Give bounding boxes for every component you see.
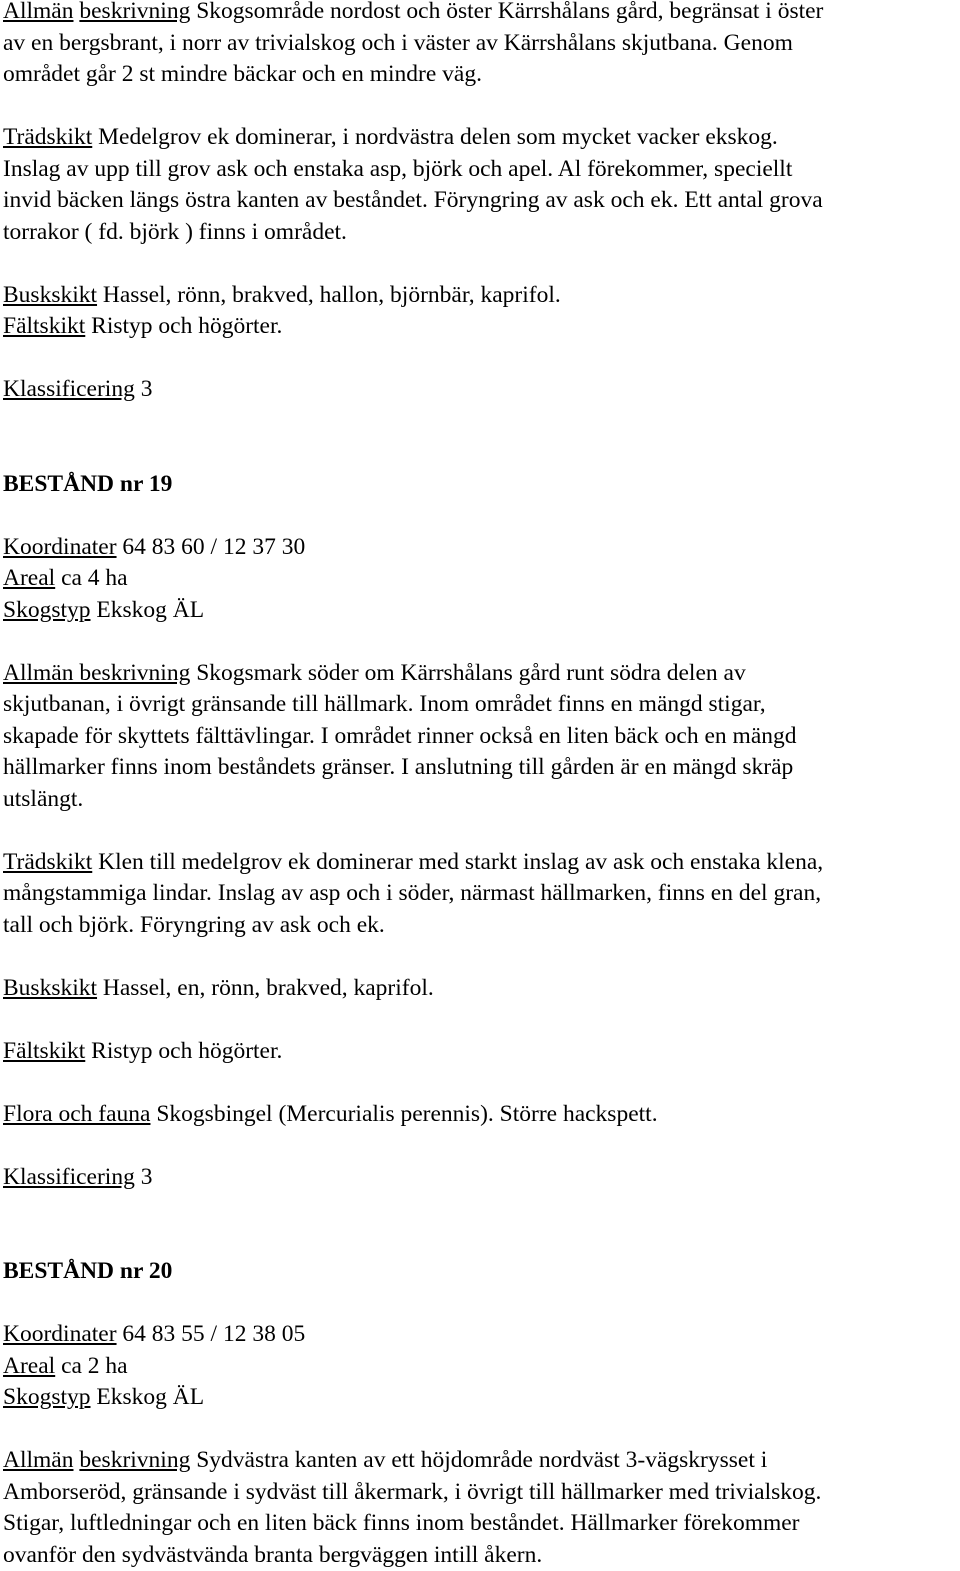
- text-line: mångstammiga lindar. Inslag av asp och i söder, närmast hällmarken, finns en del gran,: [3, 878, 959, 910]
- text-line: [3, 122, 959, 154]
- field-label: Trädskikt: [3, 124, 92, 150]
- text-line: [3, 847, 959, 879]
- field-text: Hassel, rönn, brakved, hallon, björnbär, kaprifol.: [97, 282, 561, 308]
- field-text: Ristyp och högörter.: [85, 1038, 282, 1064]
- text-line: hällmarker finns inom beståndets gränser. I anslutning till gården är en mängd skräp: [3, 752, 959, 784]
- text-line: [3, 532, 959, 564]
- field-label: Allmän: [3, 0, 74, 24]
- field-label: Areal: [3, 1353, 55, 1379]
- field-label: Buskskikt: [3, 975, 97, 1001]
- text-line: skapade för skyttets fälttävlingar. I området rinner också en liten bäck och en mängd: [3, 721, 959, 753]
- field-label: Trädskikt: [3, 849, 92, 875]
- field-text: Klen till medelgrov ek dominerar med starkt inslag av ask och enstaka klena,: [92, 849, 823, 875]
- field-label: Skogstyp: [3, 597, 91, 623]
- text-line: [3, 595, 959, 627]
- text-line: invid bäcken längs östra kanten av beståndet. Föryngring av ask och ek. Ett antal grova: [3, 185, 959, 217]
- field-label: Buskskikt: [3, 282, 97, 308]
- text-line: [3, 1445, 959, 1477]
- text-line: [3, 1036, 959, 1068]
- text-line: av en bergsbrant, i norr av trivialskog och i väster av Kärrshålans skjutbana. Genom: [3, 28, 959, 60]
- field-text: ca 4 ha: [55, 565, 127, 591]
- text-line: skjutbanan, i övrigt gränsande till hällmark. Inom området finns en mängd stigar,: [3, 689, 959, 721]
- field-label: beskrivning: [79, 1447, 190, 1473]
- field-label: Fältskikt: [3, 1038, 85, 1064]
- field-label: Allmän: [3, 1447, 74, 1473]
- field-text: ca 2 ha: [55, 1353, 127, 1379]
- text-line: torrakor ( fd. björk ) finns i området.: [3, 217, 959, 249]
- field-text: 64 83 55 / 12 38 05: [117, 1321, 306, 1347]
- text-line: [3, 1162, 959, 1194]
- section-heading: BESTÅND nr 20: [3, 1256, 959, 1288]
- text-line: Amborseröd, gränsande i sydväst till åkermark, i övrigt till hällmarker med trivialskog.: [3, 1477, 959, 1509]
- field-text: Ekskog ÄL: [91, 1384, 205, 1410]
- field-text: Skogsmark söder om Kärrshålans gård runt södra delen av: [190, 660, 745, 686]
- text-line: Stigar, luftledningar och en liten bäck finns inom beståndet. Hällmarker förekommer: [3, 1508, 959, 1540]
- text-line: [3, 973, 959, 1005]
- field-text: Medelgrov ek dominerar, i nordvästra delen som mycket vacker ekskog.: [92, 124, 778, 150]
- field-text: 3: [135, 376, 153, 402]
- field-label: Areal: [3, 565, 55, 591]
- field-label: beskrivning: [79, 0, 190, 24]
- field-label: Klassificering: [3, 376, 135, 402]
- field-text: Sydvästra kanten av ett höjdområde nordväst 3-vägskrysset i: [190, 1447, 767, 1473]
- field-label: Allmän beskrivning: [3, 660, 190, 686]
- section-heading: BESTÅND nr 19: [3, 469, 959, 501]
- text-line: [3, 280, 959, 312]
- field-text: 64 83 60 / 12 37 30: [117, 534, 306, 560]
- field-label: Klassificering: [3, 1164, 135, 1190]
- text-line: [3, 1099, 959, 1131]
- field-label: Fältskikt: [3, 313, 85, 339]
- field-text: Skogsområde nordost och öster Kärrshålans gård, begränsat i öster: [190, 0, 823, 24]
- text-line: området går 2 st mindre bäckar och en mindre väg.: [3, 59, 959, 91]
- field-label: Koordinater: [3, 534, 117, 560]
- text-line: Inslag av upp till grov ask och enstaka asp, björk och apel. Al förekommer, speciellt: [3, 154, 959, 186]
- document-page: [3, 0, 959, 1571]
- stand-18-description: [3, 0, 959, 406]
- text-line: [3, 1351, 959, 1383]
- field-text: Ristyp och högörter.: [85, 313, 282, 339]
- text-line: [3, 374, 959, 406]
- field-label: Koordinater: [3, 1321, 117, 1347]
- text-line: [3, 311, 959, 343]
- field-label: Skogstyp: [3, 1384, 91, 1410]
- text-line: [3, 563, 959, 595]
- field-label: Flora och fauna: [3, 1101, 150, 1127]
- stand-19-section: [3, 469, 959, 1194]
- text-line: ovanför den sydvästvända branta bergväggen intill åkern.: [3, 1540, 959, 1571]
- field-text: 3: [135, 1164, 153, 1190]
- field-text: Ekskog ÄL: [91, 597, 205, 623]
- field-text: Skogsbingel (Mercurialis perennis). Större hackspett.: [150, 1101, 657, 1127]
- text-line: [3, 0, 959, 28]
- text-line: [3, 658, 959, 690]
- text-line: [3, 1382, 959, 1414]
- field-text: Hassel, en, rönn, brakved, kaprifol.: [97, 975, 434, 1001]
- text-line: tall och björk. Föryngring av ask och ek.: [3, 910, 959, 942]
- stand-20-section: [3, 1256, 959, 1571]
- text-line: utslängt.: [3, 784, 959, 816]
- text-line: [3, 1319, 959, 1351]
